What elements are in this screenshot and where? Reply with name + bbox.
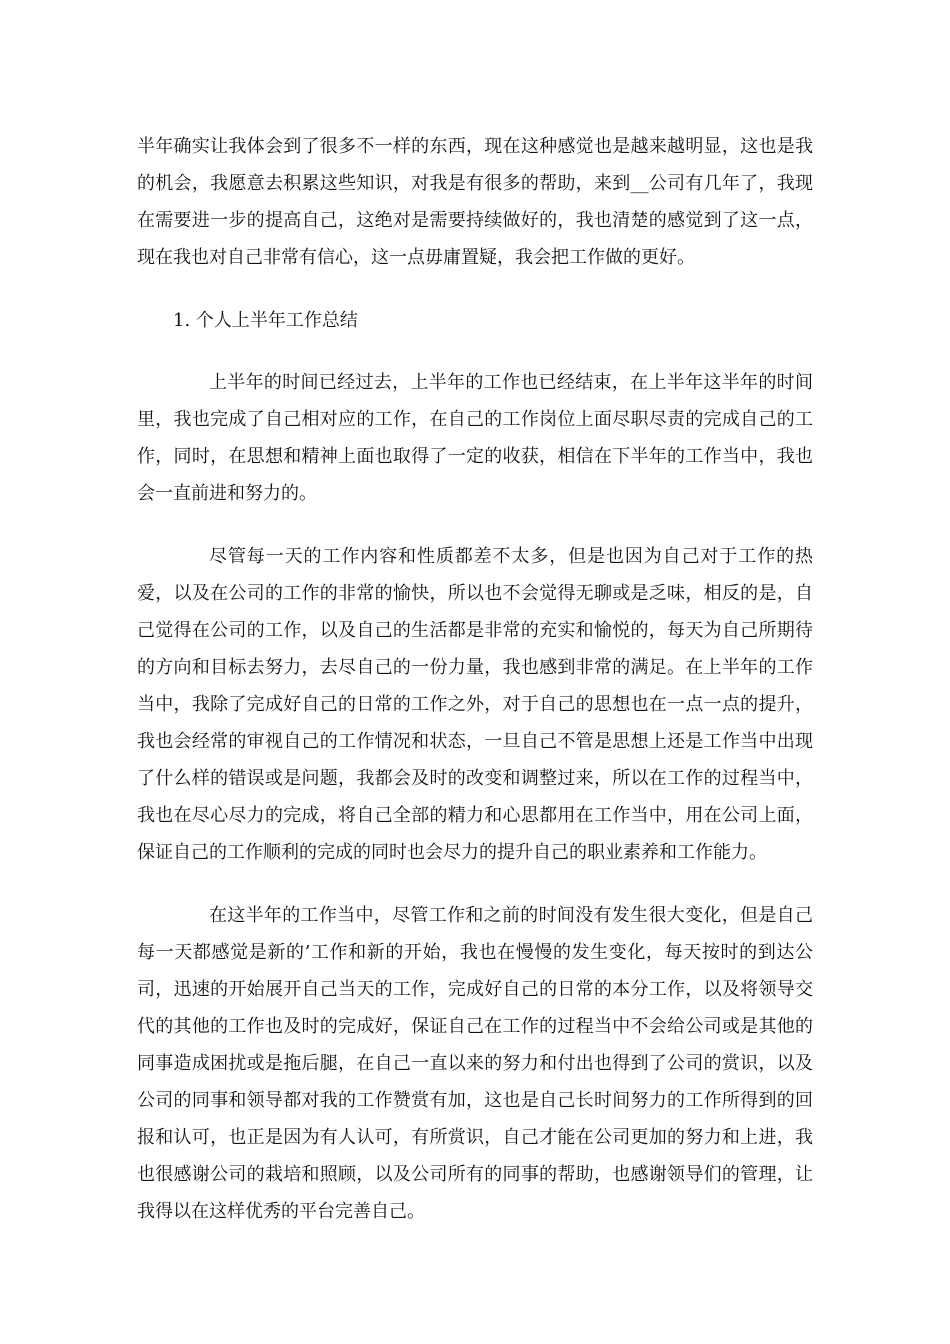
paragraph-1: 上半年的时间已经过去，上半年的工作也已经结束，在上半年这半年的时间里，我也完成了自己相对应的工作，在自己的工作岗位上面尽职尽责的完成自己的工作，同时，在思想和精神上面也取得了一定的收获，相信在下半年的工作当中，我也会一直前进和努力的。	[137, 372, 813, 504]
paragraph-2: 尽管每一天的工作内容和性质都差不太多，但是也因为自己对于工作的热爱，以及在公司的工作的非常的愉快，所以也不会觉得无聊或是乏味，相反的是，自己觉得在公司的工作，以及自己的生活都是非常的充实和愉悦的，每天为自己所期待的方向和目标去努力，去尽自己的一份力量，我也感到非常的满足。在上半年的工作当中，我除了完成好自己的日常的工作之外，对于自己的思想也在一点一点的提升，我也会经常的审视自己的工作情况和状态，一旦自己不管是思想上还是工作当中出现了什么样的错误或是问题，我都会及时的改变和调整过来，所以在工作的过程当中，我也在尽心尽力的完成，将自己全部的精力和心思都用在工作当中，用在公司上面，保证自己的工作顺利的完成的同时也会尽力的提升自己的职业素养和工作能力。	[137, 546, 813, 863]
paragraph-continuation: 半年确实让我体会到了很多不一样的东西，现在这种感觉也是越来越明显，这也是我的机会，我愿意去积累这些知识，对我是有很多的帮助，来到__公司有几年了，我现在需要进一步的提高自己，这绝对是需要持续做好的，我也清楚的感觉到了这一点，现在我也对自己非常有信心，这一点毋庸置疑，我会把工作做的更好。	[137, 136, 813, 268]
paragraph-3: 在这半年的工作当中，尽管工作和之前的时间没有发生很大变化，但是自己每一天都感觉是新的’工作和新的开始，我也在慢慢的发生变化，每天按时的到达公司，迅速的开始展开自己当天的工作，完成好自己的日常的本分工作，以及将领导交代的其他的工作也及时的完成好，保证自己在工作的过程当中不会给公司或是其他的同事造成困扰或是拖后腿，在自己一直以来的努力和付出也得到了公司的赏识，以及公司的同事和领导都对我的工作赞赏有加，这也是自己长时间努力的工作所得到的回报和认可，也正是因为有人认可，有所赏识，自己才能在公司更加的努力和上进，我也很感谢公司的栽培和照顾，以及公司所有的同事的帮助，也感谢领导们的管理，让我得以在这样优秀的平台完善自己。	[137, 905, 813, 1222]
section-heading: 1. 个人上半年工作总结	[173, 310, 358, 331]
document-body	[137, 128, 813, 1256]
